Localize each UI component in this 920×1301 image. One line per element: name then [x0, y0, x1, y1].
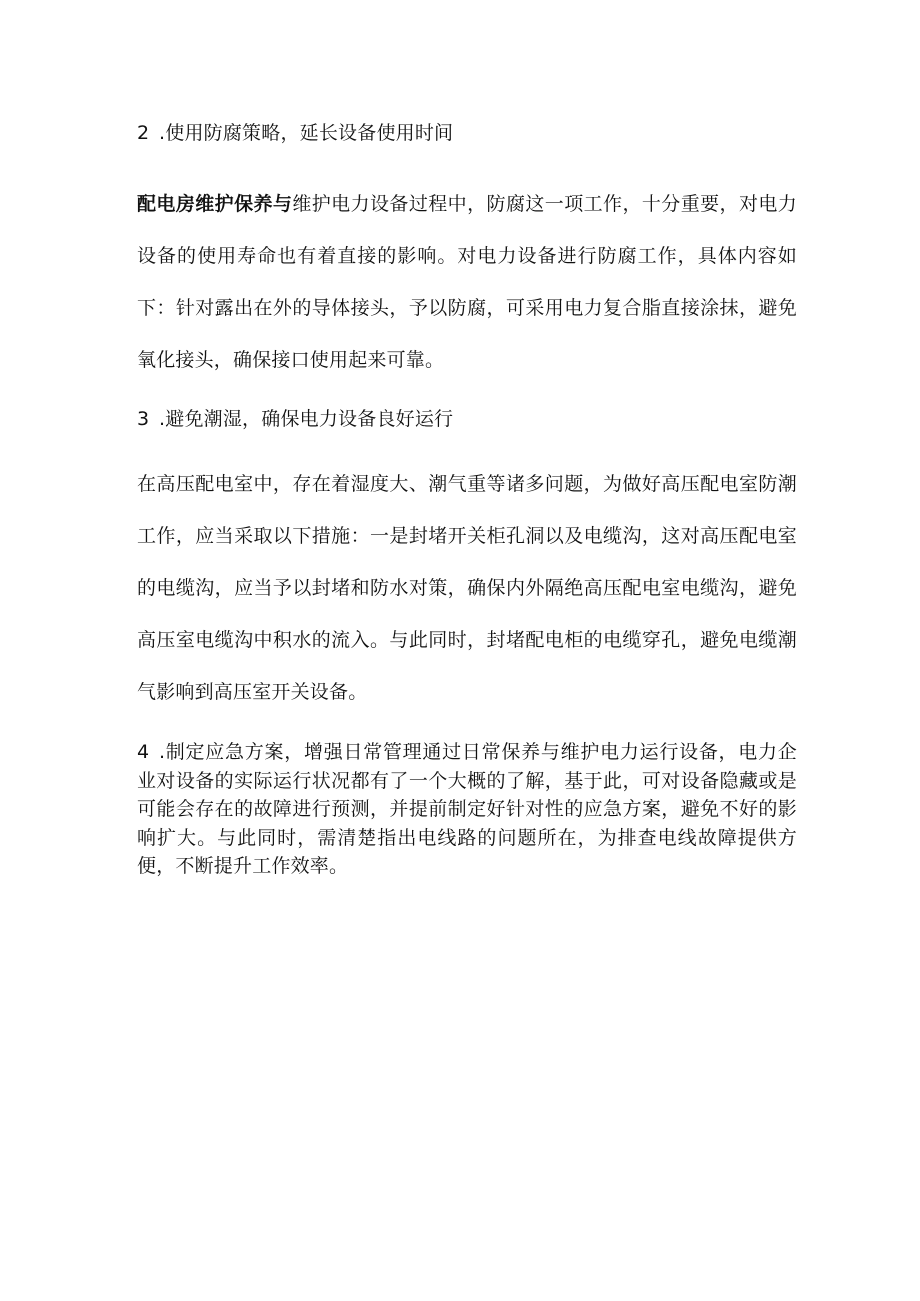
section-2-body: 维护电力设备过程中，防腐这一项工作，十分重要，对电力设备的使用寿命也有着直接的影响。对电力设备进行防腐工作，具体内容如下：针对露出在外的导体接头，予以防腐，可采用电力复合脂直接涂抹，避免氧化接头，确保接口使用起来可靠。 [137, 193, 797, 371]
section-2-lead-bold: 配电房维护保养与 [137, 193, 293, 215]
section-3-body: 在高压配电室中，存在着湿度大、潮气重等诸多问题，为做好高压配电室防潮工作，应当采取以下措施：一是封堵开关柜孔洞以及电缆沟，这对高压配电室的电缆沟，应当予以封堵和防水对策，确保内外隔绝高压配电室电缆沟，避免高压室电缆沟中积水的流入。与此同时，封堵配电柜的电缆穿孔，避免电缆潮气影响到高压室开关设备。 [137, 473, 797, 703]
section-3-heading [137, 405, 797, 433]
section-2-heading [137, 119, 797, 147]
section-3-paragraph [137, 458, 797, 718]
section-4-text: .制定应急方案，增强日常管理通过日常保养与维护电力运行设备，电力企业对设备的实际运行状况都有了一个大概的了解，基于此，可对设备隐藏或是可能会存在的故障进行预测，并提前制定好针对性的应急方案，避免不好的影响扩大。与此同时，需清楚指出电线路的问题所在，为排查电线故障提供方便，不断提升工作效率。 [137, 741, 797, 877]
section-3-number: 3 [137, 408, 150, 430]
section-2-title: .使用防腐策略，延长设备使用时间 [159, 122, 454, 144]
section-4-number: 4 [137, 741, 150, 763]
section-2-number: 2 [137, 122, 150, 144]
section-2-paragraph [137, 178, 797, 386]
section-3-title: .避免潮湿，确保电力设备良好运行 [159, 408, 454, 430]
section-4-paragraph [137, 738, 797, 881]
